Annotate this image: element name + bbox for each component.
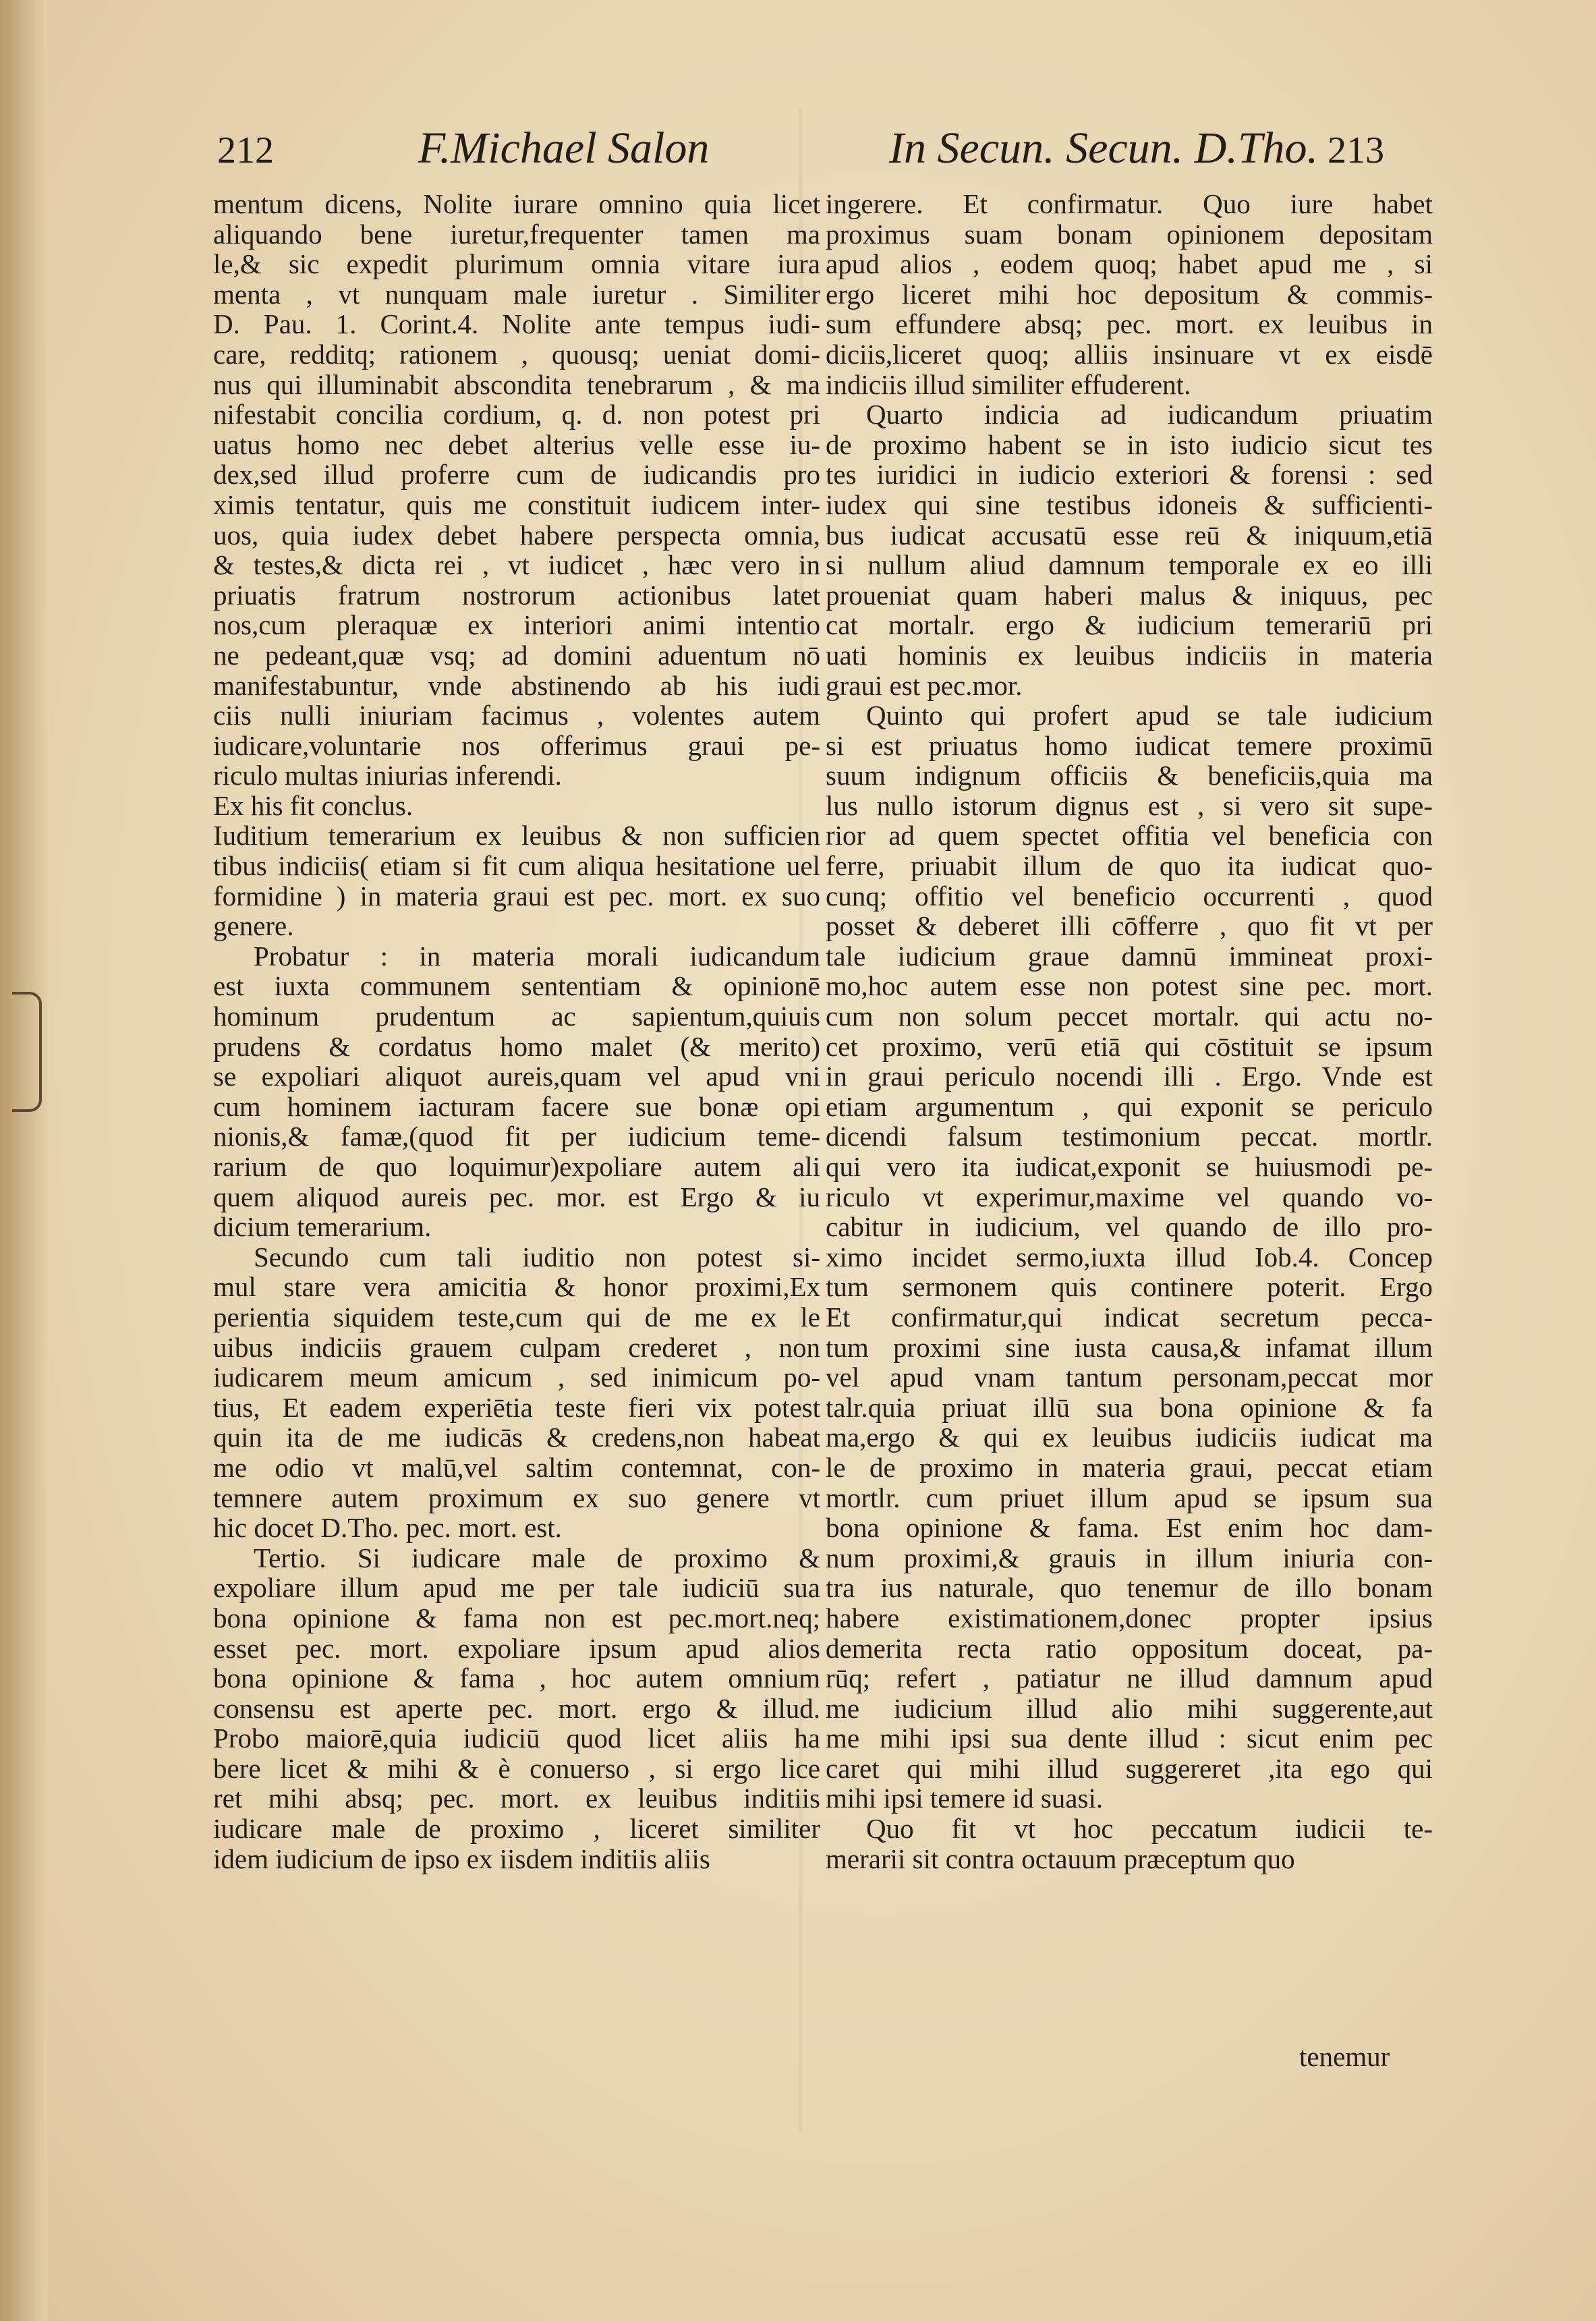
- text-line: ciis nulli iniuriam facimus , volentes autem: [213, 700, 820, 731]
- text-line: D. Pau. 1. Corint.4. Nolite ante tempus iudi-: [213, 308, 820, 340]
- right-page-number: 213: [1328, 130, 1384, 171]
- text-line: manifestabuntur, vnde abstinendo ab his iudi: [213, 669, 820, 701]
- text-line: tum proximi sine iusta causa,& infamat illum: [826, 1331, 1433, 1363]
- text-line: cum non solum peccet mortalr. qui actu no-: [826, 1001, 1433, 1032]
- text-line: formidine ) in materia graui est pec. mort. ex suo: [213, 880, 820, 912]
- text-line: de proximo habent se in isto iudicio sicut tes: [826, 428, 1433, 460]
- text-line: iudicare male de proximo , liceret similiter: [213, 1813, 820, 1845]
- text-line: cum hominem iacturam facere sue bonæ opi: [213, 1090, 820, 1122]
- text-line: est iuxta communem sententiam & opinionē: [213, 970, 820, 1002]
- text-line: tale iudicium graue damnū immineat proxi-: [826, 940, 1433, 972]
- binding-gutter: [0, 0, 47, 2321]
- text-line: iudicarem meum amicum , sed inimicum po-: [213, 1362, 820, 1393]
- text-line: tibus indiciis( etiam si fit cum aliqua hesitatione uel: [213, 850, 820, 882]
- text-line: hominum prudentum ac sapientum,quiuis: [213, 1001, 820, 1032]
- text-line: indiciis illud similiter effuderent.: [826, 368, 1191, 400]
- text-line: cat mortalr. ergo & iudicium temerariū pri: [826, 609, 1433, 641]
- text-line: nus qui illuminabit abscondita tenebrarum , & ma: [213, 368, 820, 400]
- text-line: ma,ergo & qui ex leuibus iudiciis iudicat ma: [826, 1422, 1433, 1453]
- text-line: rūq; refert , patiatur ne illud damnum apud: [826, 1662, 1433, 1694]
- text-line: uos, quia iudex debet habere perspecta omnia,: [213, 519, 820, 551]
- text-line: apud alios , eodem quoq; habet apud me , si: [826, 248, 1433, 280]
- text-line: quin ita de me iudicās & credens,non habeat: [213, 1422, 820, 1453]
- text-line: quem aliquod aureis pec. mor. est Ergo & iu: [213, 1181, 820, 1212]
- text-line: Quinto qui profert apud se tale iudicium: [866, 700, 1433, 731]
- text-line: priuatis fratrum nostrorum actionibus latet: [213, 579, 820, 611]
- text-line: dex,sed illud proferre cum de iudicandis pro: [213, 459, 820, 491]
- right-running-title: In Secun. Secun. D.Tho.: [889, 123, 1319, 173]
- text-line: me iudicium illud alio mihi suggerente,aut: [826, 1692, 1433, 1724]
- text-line: riculo multas iniurias inferendi.: [213, 760, 562, 791]
- text-line: temnere autem proximum ex suo genere vt: [213, 1482, 820, 1513]
- text-line: mul stare vera amicitia & honor proximi,Ex: [213, 1271, 820, 1303]
- text-line: le,& sic expedit plurimum omnia vitare iura: [213, 248, 820, 280]
- text-line: tum sermonem quis continere poterit. Ergo: [826, 1271, 1433, 1303]
- text-line: aliquando bene iuretur,frequenter tamen ma: [213, 218, 820, 250]
- text-line: idem iudicium de ipso ex iisdem inditiis aliis: [213, 1843, 710, 1874]
- text-line: mentum dicens, Nolite iurare omnino quia licet: [213, 188, 820, 219]
- text-line: uati hominis ex leuibus indiciis in materia: [826, 639, 1433, 671]
- text-line: ret mihi absq; pec. mort. ex leuibus inditiis: [213, 1783, 820, 1814]
- text-line: qui vero ita iudicat,exponit se huiusmodi pe-: [826, 1151, 1433, 1182]
- text-line: uibus indiciis grauem culpam crederet , non: [213, 1331, 820, 1363]
- text-line: caret qui mihi illud suggereret ,ita ego qui: [826, 1752, 1433, 1784]
- text-line: rarium de quo loquimur)expoliare autem ali: [213, 1151, 820, 1182]
- text-line: bona opinione & fama. Est enim hoc dam-: [826, 1512, 1433, 1544]
- text-line: me mihi ipsi sua dente illud : sicut enim pec: [826, 1723, 1433, 1754]
- text-line: Et confirmatur,qui indicat secretum pecca-: [826, 1301, 1433, 1333]
- right-catchword: tenemur: [1299, 2041, 1390, 2072]
- text-line: etiam argumentum , qui exponit se periculo: [826, 1090, 1433, 1122]
- text-line: nionis,& famæ,(quod fit per iudicium teme-: [213, 1121, 820, 1152]
- text-line: iudex qui sine testibus idoneis & sufficienti-: [826, 488, 1433, 520]
- text-line: tra ius naturale, quo tenemur de illo bonam: [826, 1572, 1433, 1604]
- text-line: le de proximo in materia graui, peccat etiam: [826, 1451, 1433, 1483]
- text-line: talr.quia priuat illū sua bona opinione & fa: [826, 1391, 1433, 1423]
- text-line: uatus homo nec debet alterius velle esse iu-: [213, 428, 820, 460]
- text-line: cunq; offitio vel beneficio occurrenti , quod: [826, 880, 1433, 912]
- text-line: bus iudicat accusatū esse reū & iniquum,etiā: [826, 519, 1433, 551]
- text-line: ferre, priuabit illum de quo ita iudicat quo-: [826, 850, 1433, 882]
- text-line: Ex his fit conclus.: [213, 789, 414, 821]
- text-line: tes iuridici in iudicio exteriori & forensi : sed: [826, 459, 1433, 491]
- text-line: bere licet & mihi & è conuerso , si ergo lice: [213, 1752, 820, 1784]
- text-line: proueniat quam haberi malus & iniquus, pec: [826, 579, 1433, 611]
- right-text-column: [826, 189, 1433, 1874]
- text-line: expoliare illum apud me per tale iudiciū sua: [213, 1572, 820, 1604]
- text-line: genere.: [213, 910, 294, 942]
- text-line: me odio vt malū,vel saltim contemnat, con-: [213, 1451, 820, 1483]
- text-line: proximus suam bonam opinionem depositam: [826, 218, 1433, 250]
- text-line: bona opinione & fama non est pec.mort.neq;: [213, 1602, 820, 1633]
- text-line: Iuditium temerarium ex leuibus & non sufficien: [213, 820, 820, 851]
- text-line: mihi ipsi temere id suasi.: [826, 1783, 1104, 1814]
- text-line: cabitur in iudicium, vel quando de illo pro-: [826, 1211, 1433, 1243]
- text-line: Probatur : in materia morali iudicandum: [254, 940, 820, 972]
- left-text-column: [213, 189, 820, 1874]
- text-line: si est priuatus homo iudicat temere proximū: [826, 729, 1433, 761]
- text-line: esset pec. mort. expoliare ipsum apud alios: [213, 1632, 820, 1664]
- text-line: sum effundere absq; pec. mort. ex leuibus in: [826, 308, 1433, 340]
- text-line: tius, Et eadem experiētia teste fieri vix potest: [213, 1391, 820, 1423]
- text-line: riculo vt experimur,maxime vel quando vo-: [826, 1181, 1433, 1212]
- text-line: ne pedeant,quæ vsq; ad domini aduentum nō: [213, 639, 820, 671]
- text-line: & testes,& dicta rei , vt iudicet , hæc vero in: [213, 549, 820, 581]
- text-line: mortlr. cum priuet illum apud se ipsum sua: [826, 1482, 1433, 1513]
- text-line: num proximi,& grauis in illum iniuria con-: [826, 1542, 1433, 1573]
- text-line: dicium temerarium.: [213, 1211, 432, 1243]
- left-page-number: 212: [217, 130, 274, 171]
- text-line: diciis,liceret quoq; alliis insinuare vt ex eisdē: [826, 338, 1433, 370]
- text-line: posset & deberet illi cōfferre , quo fit vt per: [826, 910, 1433, 942]
- text-line: mo,hoc autem esse non potest sine pec. mort.: [826, 970, 1433, 1002]
- text-line: menta , vt nunquam male iuretur . Similiter: [213, 278, 820, 310]
- text-line: habere existimationem,donec propter ipsius: [826, 1602, 1433, 1633]
- text-line: Quarto indicia ad iudicandum priuatim: [866, 399, 1433, 430]
- text-line: Quo fit vt hoc peccatum iudicii te-: [866, 1813, 1433, 1845]
- text-line: suum indignum officiis & beneficiis,quia ma: [826, 760, 1433, 791]
- text-line: Tertio. Si iudicare male de proximo &: [254, 1542, 820, 1573]
- text-line: demerita recta ratio oppositum doceat, pa-: [826, 1632, 1433, 1664]
- page-tab-mark: [12, 992, 42, 1112]
- text-line: merarii sit contra octauum præceptum quo: [826, 1843, 1295, 1874]
- text-line: hic docet D.Tho. pec. mort. est.: [213, 1512, 562, 1544]
- text-line: dicendi falsum testimonium peccat. mortlr.: [826, 1121, 1433, 1152]
- text-line: vel apud vnam tantum personam,peccat mor: [826, 1362, 1433, 1393]
- text-line: cet proximo, verū etiā qui cōstituit se ipsum: [826, 1030, 1433, 1062]
- text-line: Probo maiorē,quia iudiciū quod licet aliis ha: [213, 1723, 820, 1754]
- text-line: prudens & cordatus homo malet (& merito): [213, 1030, 820, 1062]
- text-line: se expoliari aliquot aureis,quam vel apud vni: [213, 1061, 820, 1092]
- text-line: ergo liceret mihi hoc depositum & commis-: [826, 278, 1433, 310]
- text-line: graui est pec.mor.: [826, 669, 1023, 701]
- text-line: iudicare,voluntarie nos offerimus graui pe-: [213, 729, 820, 761]
- text-line: care, redditq; rationem , quousq; ueniat domi-: [213, 338, 820, 370]
- text-line: ximis tentatur, quis me constituit iudicem inter-: [213, 488, 820, 520]
- text-line: Secundo cum tali iuditio non potest si-: [254, 1241, 820, 1273]
- text-line: nifestabit concilia cordium, q. d. non potest pri: [213, 399, 820, 430]
- text-line: bona opinione & fama , hoc autem omnium: [213, 1662, 820, 1694]
- text-line: lus nullo istorum dignus est , si vero sit supe-: [826, 789, 1433, 821]
- text-line: ingerere. Et confirmatur. Quo iure habet: [826, 188, 1433, 219]
- left-running-title: F.Michael Salon: [418, 123, 710, 173]
- text-line: consensu est aperte pec. mort. ergo & illud.: [213, 1692, 820, 1724]
- text-line: perientia siquidem teste,cum qui de me ex le: [213, 1301, 820, 1333]
- text-line: rior ad quem spectet offitia vel beneficia con: [826, 820, 1433, 851]
- text-line: nos,cum pleraquæ ex interiori animi intentio: [213, 609, 820, 641]
- text-line: in graui periculo nocendi illi . Ergo. Vnde est: [826, 1061, 1433, 1092]
- text-line: ximo incidet sermo,iuxta illud Iob.4. Concep: [826, 1241, 1433, 1273]
- text-line: si nullum aliud damnum temporale ex eo illi: [826, 549, 1433, 581]
